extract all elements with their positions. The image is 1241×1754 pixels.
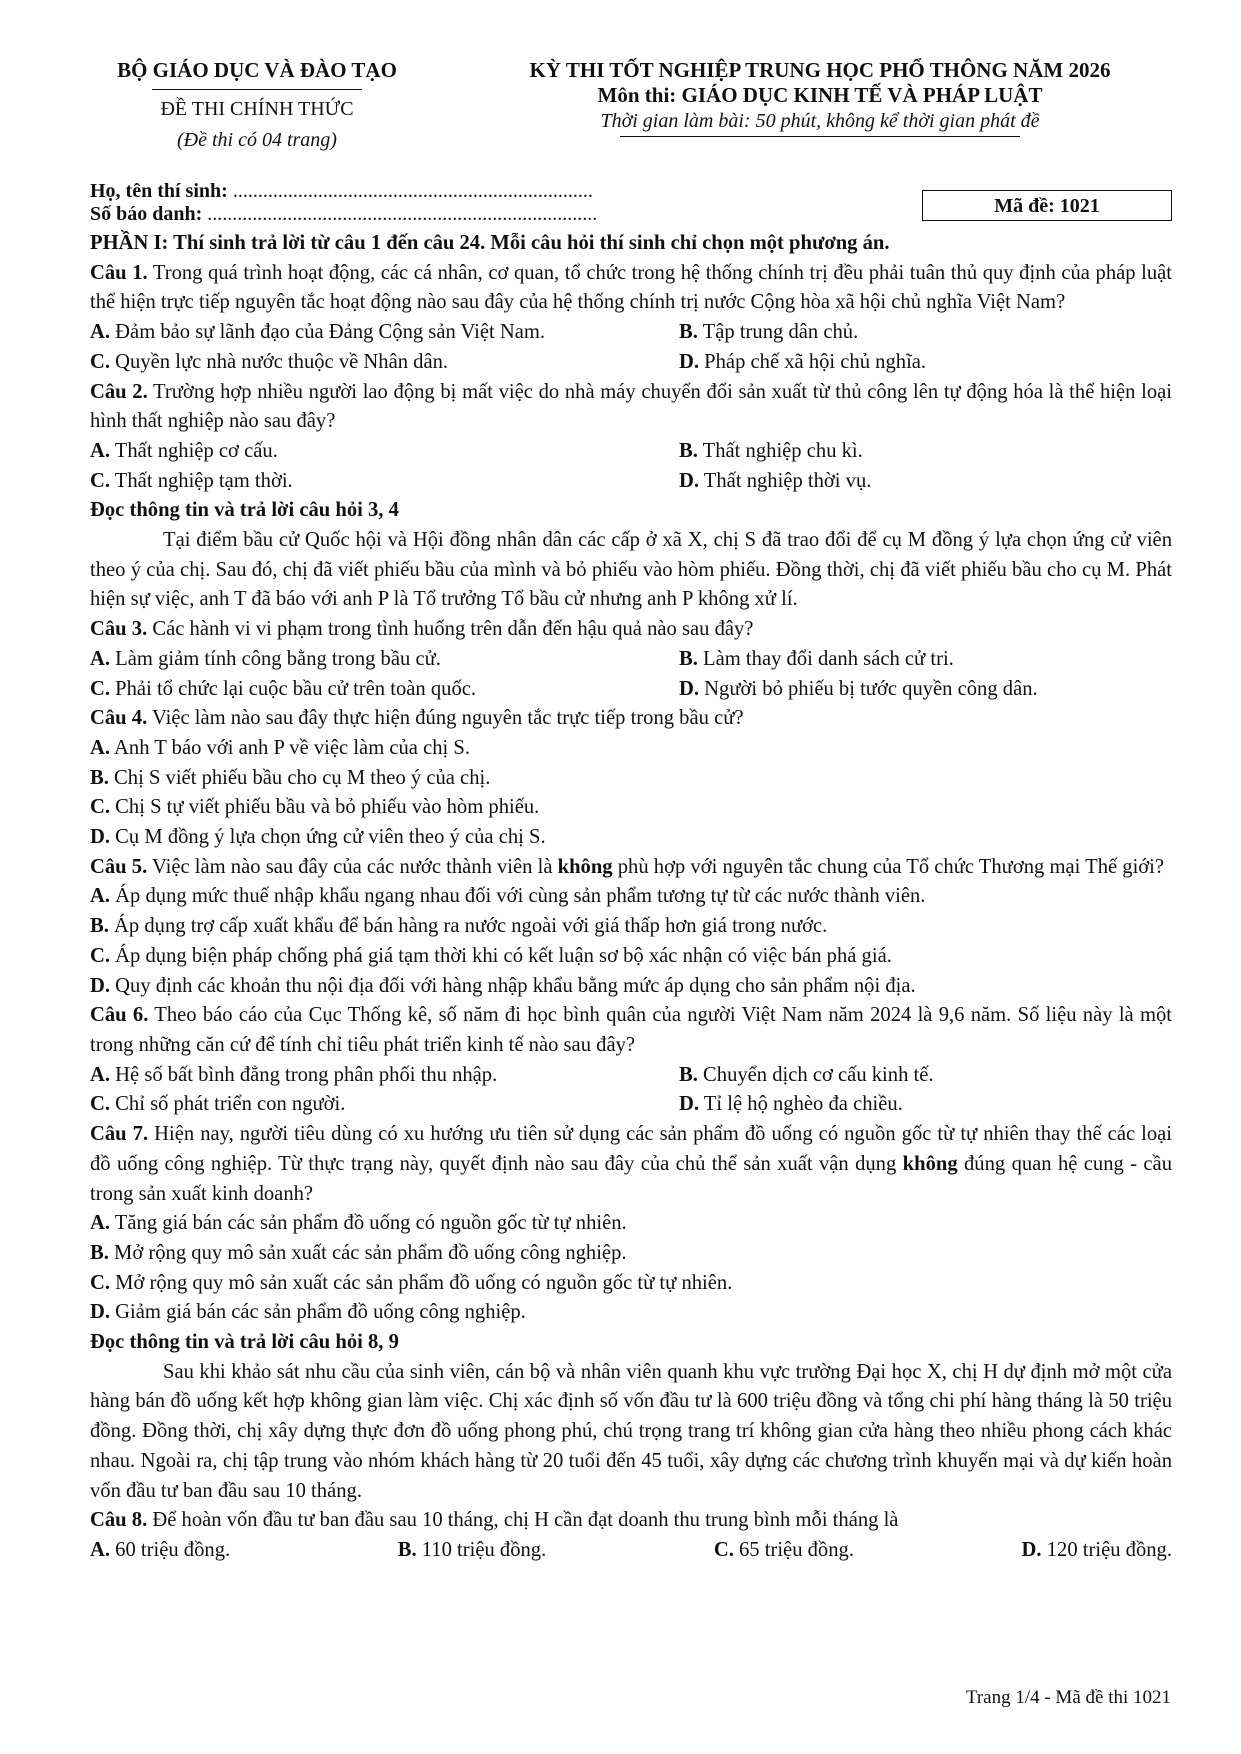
option-8a: [90, 1536, 230, 1566]
exam-content: [90, 229, 1172, 1566]
header-right: [470, 58, 1170, 137]
candidate-id-line: [90, 203, 597, 226]
question-2-number: Câu 2.: [90, 380, 148, 403]
ministry-underline: [152, 89, 362, 90]
option-letter: A.: [90, 647, 111, 670]
option-letter: B.: [90, 915, 109, 938]
option-4d: [90, 823, 1172, 853]
option-letter: B.: [90, 1241, 109, 1264]
option-text: Áp dụng biện pháp chống phá giá tạm thời khi có kết luận sơ bộ xác nhận có việc bán phá giá.: [110, 944, 892, 967]
option-letter: C.: [90, 469, 111, 492]
option-text: Thất nghiệp chu kì.: [697, 439, 863, 462]
candidate-id-dots: ..............................................................................: [202, 203, 598, 225]
candidate-name-label: Họ, tên thí sinh:: [90, 180, 228, 202]
question-2-text: Trường hợp nhiều người lao động bị mất việc do nhà máy chuyển đổi sản xuất từ thủ công lên tự động hóa là thể hiện loại hình thất nghiệp nào sau đây?: [90, 380, 1173, 433]
option-8d: [1022, 1536, 1172, 1566]
subject-title: Môn thi: GIÁO DỤC KINH TẾ VÀ PHÁP LUẬT: [597, 83, 1043, 107]
question-7: [90, 1120, 1172, 1209]
option-text: Thất nghiệp cơ cấu.: [110, 439, 278, 462]
option-text: Người bỏ phiếu bị tước quyền công dân.: [699, 677, 1038, 700]
candidate-id-label: Số báo danh:: [90, 203, 203, 225]
option-letter: C.: [90, 677, 111, 700]
option-text: 60 triệu đồng.: [110, 1538, 231, 1561]
option-letter: C.: [90, 944, 111, 967]
option-text: Quy định các khoản thu nội địa đối với hàng nhập khẩu bằng mức áp dụng cho sản phẩm nội địa.: [110, 974, 916, 997]
option-8c: [714, 1536, 854, 1566]
option-text: Tập trung dân chủ.: [697, 321, 859, 344]
option-3d: [679, 675, 1038, 705]
question-5-text-pre: Việc làm nào sau đây của các nước thành viên là: [147, 855, 558, 878]
question-6-number: Câu 6.: [90, 1004, 149, 1027]
option-1c: [90, 348, 679, 378]
question-2: [90, 378, 1172, 437]
question-3-options-row1: [90, 645, 1172, 675]
option-letter: A.: [90, 1538, 111, 1561]
question-1-text: Trong quá trình hoạt động, các cá nhân, cơ quan, tổ chức trong hệ thống chính trị đều phải tuân thủ quy định của pháp luật thể hiện trực tiếp nguyên tắc hoạt động nào sau đây của hệ thống chính trị nước Cộng hòa xã hội chủ nghĩa Việt Nam?: [90, 261, 1173, 314]
option-text: Chị S tự viết phiếu bầu và bỏ phiếu vào hòm phiếu.: [110, 796, 540, 819]
time-underline: [620, 136, 1020, 137]
question-3-number: Câu 3.: [90, 618, 148, 641]
question-8-text: Để hoàn vốn đầu tư ban đầu sau 10 tháng, chị H cần đạt doanh thu trung bình mỗi tháng là: [147, 1509, 899, 1532]
question-4: [90, 704, 1172, 734]
option-text: Quyền lực nhà nước thuộc về Nhân dân.: [110, 350, 449, 373]
option-text: Làm giảm tính công bằng trong bầu cử.: [110, 647, 441, 670]
question-7-text-pre: Hiện nay, người tiêu dùng có xu hướng ưu tiên sử dụng các sản phẩm đồ uống có nguồn gốc từ tự nhiên thay thế các loại đồ uống công nghiệp. Từ thực trạng này, quyết định nào sau đây của chủ thể sản xuất vận dụng: [90, 1123, 1173, 1175]
exam-title: KỲ THI TỐT NGHIỆP TRUNG HỌC PHỔ THÔNG NĂM 2026: [529, 58, 1111, 82]
option-4a: [90, 734, 1172, 764]
option-text: 110 triệu đồng.: [416, 1538, 547, 1561]
exam-code-box: Mã đề: 1021: [922, 190, 1172, 221]
candidate-info: [90, 180, 597, 226]
option-letter: C.: [713, 1538, 734, 1561]
info-3-4-passage: Tại điểm bầu cử Quốc hội và Hội đồng nhân dân các cấp ở xã X, chị S đã trao đổi để cụ M đồng ý lựa chọn ứng cử viên theo ý của chị. Sau đó, chị đã viết phiếu bầu của mình và bỏ phiếu vào hòm phiếu. Đồng thời, chị đã viết phiếu bầu cho cụ M. Phát hiện sự việc, anh T đã báo với anh P là Tổ trưởng Tổ bầu cử nhưng anh P không xử lí.: [90, 529, 1172, 611]
candidate-name-dots: ........................................................................: [227, 180, 593, 202]
question-4-text: Việc làm nào sau đây thực hiện đúng nguyên tắc trực tiếp trong bầu cử?: [147, 707, 744, 730]
option-1d: [679, 348, 926, 378]
info-3-4-heading: Đọc thông tin và trả lời câu hỏi 3, 4: [90, 499, 399, 522]
question-4-number: Câu 4.: [90, 707, 148, 730]
option-5d: [90, 972, 1172, 1002]
question-8-options: [90, 1536, 1172, 1566]
ministry-name: BỘ GIÁO DỤC VÀ ĐÀO TẠO: [117, 58, 397, 82]
question-6-options-row2: [90, 1090, 1172, 1120]
header-left: [92, 58, 422, 152]
info-8-9-passage: Sau khi khảo sát nhu cầu của sinh viên, cán bộ và nhân viên quanh khu vực trường Đại học X, chị H dự định mở một cửa hàng bán đồ uống kết hợp không gian làm việc. Chị xác định số vốn đầu tư là 600 triệu đồng và tổng chi phí hàng tháng là 50 triệu đồng. Đồng thời, chị xây dựng thực đơn đồ uống phong phú, chú trọng trang trí không gian cửa hàng theo nhiều phong cách khác nhau. Ngoài ra, chị tập trung vào nhóm khách hàng từ 20 tuổi đến 45 tuổi, xây dựng các chương trình khuyến mại và dự kiến hoàn vốn đầu tư ban đầu sau 10 tháng.: [90, 1360, 1172, 1502]
option-letter: B.: [397, 1538, 417, 1561]
option-7a: [90, 1209, 1172, 1239]
page-footer: Trang 1/4 - Mã đề thi 1021: [965, 1687, 1171, 1708]
option-letter: C.: [90, 350, 111, 373]
option-letter: B.: [90, 766, 109, 789]
option-8b: [398, 1536, 547, 1566]
question-1-options-row2: [90, 348, 1172, 378]
question-7-emphasis: không: [902, 1152, 958, 1175]
option-letter: D.: [679, 350, 700, 373]
option-letter: B.: [679, 439, 698, 462]
question-3-options-row2: [90, 675, 1172, 705]
option-letter: A.: [90, 1212, 111, 1235]
option-2c: [90, 467, 679, 497]
option-5b: [90, 912, 1172, 942]
option-letter: D.: [679, 1093, 700, 1116]
option-letter: A.: [90, 885, 111, 908]
option-7b: [90, 1239, 1172, 1269]
option-text: Thất nghiệp thời vụ.: [699, 469, 872, 492]
question-5-number: Câu 5.: [90, 855, 148, 878]
option-text: Chỉ số phát triển con người.: [110, 1093, 346, 1116]
option-text: Hệ số bất bình đẳng trong phân phối thu nhập.: [110, 1063, 498, 1086]
question-1-options-row1: [90, 318, 1172, 348]
option-7d: [90, 1298, 1172, 1328]
option-letter: D.: [90, 826, 111, 849]
question-6-options-row1: [90, 1061, 1172, 1091]
option-letter: A.: [90, 1063, 111, 1086]
option-text: Cụ M đồng ý lựa chọn ứng cử viên theo ý của chị S.: [110, 826, 546, 849]
option-3a: [90, 645, 679, 675]
question-3: [90, 615, 1172, 645]
option-4c: [90, 793, 1172, 823]
question-5-emphasis: không: [557, 855, 613, 878]
option-3b: [679, 645, 954, 675]
option-text: Làm thay đổi danh sách cử tri.: [697, 647, 954, 670]
candidate-name-line: [90, 180, 597, 203]
time-note: Thời gian làm bài: 50 phút, không kể thời gian phát đề: [600, 110, 1040, 132]
question-2-options-row2: [90, 467, 1172, 497]
option-letter: A.: [90, 736, 111, 759]
option-letter: D.: [90, 974, 111, 997]
option-6b: [679, 1061, 934, 1091]
pages-note: (Đề thi có 04 trang): [177, 129, 337, 151]
option-5c: [90, 942, 1172, 972]
question-8: [90, 1506, 1172, 1536]
question-6: [90, 1001, 1172, 1060]
option-letter: C.: [90, 1093, 111, 1116]
official-label: ĐỀ THI CHÍNH THỨC: [160, 98, 354, 120]
part1-instruction: PHẦN I: Thí sinh trả lời từ câu 1 đến câu 24. Mỗi câu hỏi thí sinh chỉ chọn một phương án.: [90, 232, 890, 254]
option-text: 120 triệu đồng.: [1041, 1538, 1172, 1561]
question-8-number: Câu 8.: [90, 1509, 148, 1532]
question-5-text-post: phù hợp với nguyên tắc chung của Tổ chức Thương mại Thế giới?: [612, 855, 1165, 878]
option-2b: [679, 437, 863, 467]
option-1a: [90, 318, 679, 348]
option-6c: [90, 1090, 679, 1120]
option-text: Phải tổ chức lại cuộc bầu cử trên toàn quốc.: [110, 677, 477, 700]
option-letter: D.: [679, 677, 700, 700]
option-text: Giảm giá bán các sản phẩm đồ uống công nghiệp.: [110, 1301, 526, 1324]
option-letter: C.: [90, 1271, 111, 1294]
question-1-number: Câu 1.: [90, 261, 148, 284]
option-text: Tăng giá bán các sản phẩm đồ uống có nguồn gốc từ tự nhiên.: [110, 1212, 627, 1235]
option-letter: B.: [679, 1063, 698, 1086]
question-2-options-row1: [90, 437, 1172, 467]
question-3-text: Các hành vi vi phạm trong tình huống trên dẫn đến hậu quả nào sau đây?: [147, 618, 754, 641]
option-text: Anh T báo với anh P về việc làm của chị S.: [110, 736, 470, 759]
question-7-number: Câu 7.: [90, 1123, 149, 1146]
option-6d: [679, 1090, 903, 1120]
question-6-text: Theo báo cáo của Cục Thống kê, số năm đi học bình quân của người Việt Nam năm 2024 là 9,6 năm. Số liệu này là một trong những căn cứ để tính chỉ tiêu phát triển kinh tế nào sau đây?: [90, 1004, 1172, 1056]
option-text: Chị S viết phiếu bầu cho cụ M theo ý của chị.: [108, 766, 491, 789]
option-letter: A.: [90, 321, 111, 344]
option-1b: [679, 318, 858, 348]
option-text: Thất nghiệp tạm thời.: [110, 469, 293, 492]
option-4b: [90, 764, 1172, 794]
option-letter: A.: [90, 439, 111, 462]
option-text: Pháp chế xã hội chủ nghĩa.: [699, 350, 927, 373]
option-7c: [90, 1269, 1172, 1299]
option-text: Áp dụng mức thuế nhập khẩu ngang nhau đối với cùng sản phẩm tương tự từ các nước thành viên.: [110, 885, 926, 908]
option-text: Áp dụng trợ cấp xuất khẩu để bán hàng ra nước ngoài với giá thấp hơn giá trong nước.: [108, 915, 828, 938]
option-text: Đảm bảo sự lãnh đạo của Đảng Cộng sản Việt Nam.: [110, 321, 546, 344]
option-6a: [90, 1061, 679, 1091]
option-5a: [90, 882, 1172, 912]
option-letter: D.: [1021, 1538, 1042, 1561]
option-text: Mở rộng quy mô sản xuất các sản phẩm đồ uống có nguồn gốc từ tự nhiên.: [110, 1271, 733, 1294]
option-text: Chuyển dịch cơ cấu kinh tế.: [697, 1063, 934, 1086]
option-letter: C.: [90, 796, 111, 819]
option-2d: [679, 467, 871, 497]
option-2a: [90, 437, 679, 467]
option-text: Mở rộng quy mô sản xuất các sản phẩm đồ uống công nghiệp.: [108, 1241, 627, 1264]
question-7-text-post: đúng quan hệ cung - cầu trong sản xuất kinh doanh?: [90, 1152, 1172, 1205]
option-letter: D.: [679, 469, 700, 492]
option-letter: D.: [90, 1301, 111, 1324]
option-text: 65 triệu đồng.: [733, 1538, 854, 1561]
option-letter: B.: [679, 321, 698, 344]
info-8-9-heading: Đọc thông tin và trả lời câu hỏi 8, 9: [90, 1331, 399, 1354]
option-3c: [90, 675, 679, 705]
question-5: [90, 853, 1172, 883]
option-text: Tỉ lệ hộ nghèo đa chiều.: [699, 1093, 903, 1116]
question-1: [90, 259, 1172, 318]
option-letter: B.: [679, 647, 698, 670]
